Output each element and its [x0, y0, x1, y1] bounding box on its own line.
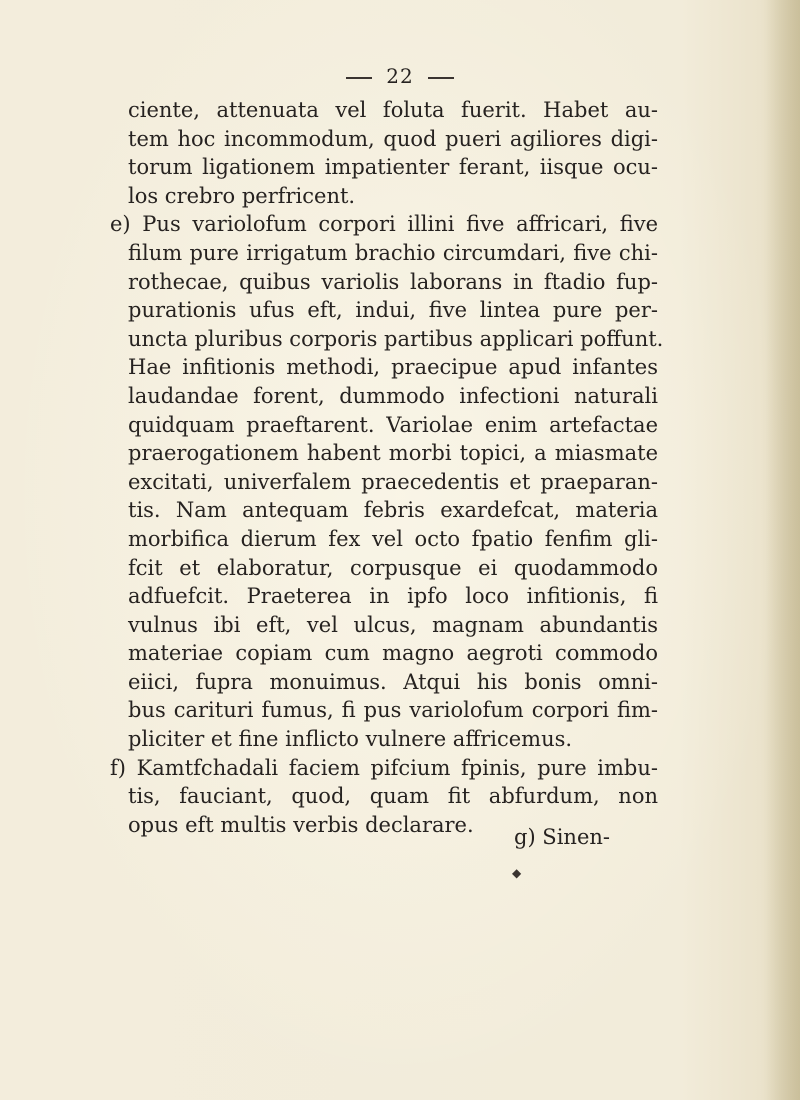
- text-line: adfuefcit. Praeterea in ipfo loco infitionis, fi: [128, 584, 658, 609]
- paragraph-e-start: e) Pus variolofum corpori illini five affricari, five: [110, 212, 658, 237]
- text-line: opus eft multis verbis declarare.: [128, 812, 474, 837]
- text-line: Hae infitionis methodi, praecipue apud infantes: [128, 355, 658, 380]
- text-line: quidquam praeftarent. Variolae enim artefactae: [128, 412, 658, 437]
- catchword: g) Sinen-: [514, 825, 610, 849]
- text-line: bus carituri fumus, fi pus variolofum corpori fim-: [128, 698, 658, 723]
- paragraph-f-start: f) Kamtfchadali faciem pifcium fpinis, pure imbu-: [110, 755, 658, 780]
- page-header: [0, 64, 800, 88]
- text-line: torum ligationem impatienter ferant, iisque ocu-: [128, 155, 658, 180]
- text-line: tem hoc incommodum, quod pueri agiliores digi-: [128, 126, 658, 151]
- text-line: materiae copiam cum magno aegroti commodo: [128, 641, 658, 666]
- text-line: pliciter et fine inflicto vulnere affricemus.: [128, 727, 573, 752]
- text-line: rothecae, quibus variolis laborans in ftadio fup-: [128, 269, 658, 294]
- header-rule-left: [346, 77, 372, 79]
- text-line: uncta pluribus corporis partibus applicari poffunt.: [128, 326, 664, 351]
- body-text: [110, 96, 664, 839]
- text-line: praerogationem habent morbi topici, a miasmate: [128, 441, 658, 466]
- text-line: excitati, univerfalem praecedentis et praeparan-: [128, 469, 658, 494]
- text-line: tis, fauciant, quod, quam fit abfurdum, non: [128, 784, 658, 809]
- text-line: laudandae forent, dummodo infectioni naturali: [128, 383, 658, 408]
- text-line: eiici, fupra monuimus. Atqui his bonis omni-: [128, 669, 658, 694]
- page-edge-shadow: [766, 0, 800, 1100]
- text-line: ciente, attenuata vel foluta fuerit. Habet au-: [128, 98, 658, 122]
- text-line: fcit et elaboratur, corpusque ei quodammodo: [128, 555, 658, 580]
- text-line: los crebro perfricent.: [128, 183, 356, 208]
- text-line: vulnus ibi eft, vel ulcus, magnam abundantis: [128, 612, 658, 637]
- text-line: tis. Nam antequam febris exardefcat, materia: [128, 498, 658, 523]
- text-line: filum pure irrigatum brachio circumdari, five chi-: [128, 240, 658, 265]
- signature-mark: ◆: [512, 866, 522, 880]
- text-line: morbifica dierum fex vel octo fpatio fenfim gli-: [128, 526, 658, 551]
- text-line: purationis ufus eft, indui, five lintea pure per-: [128, 298, 658, 323]
- header-rule-right: [428, 77, 454, 79]
- page-number: 22: [386, 64, 414, 88]
